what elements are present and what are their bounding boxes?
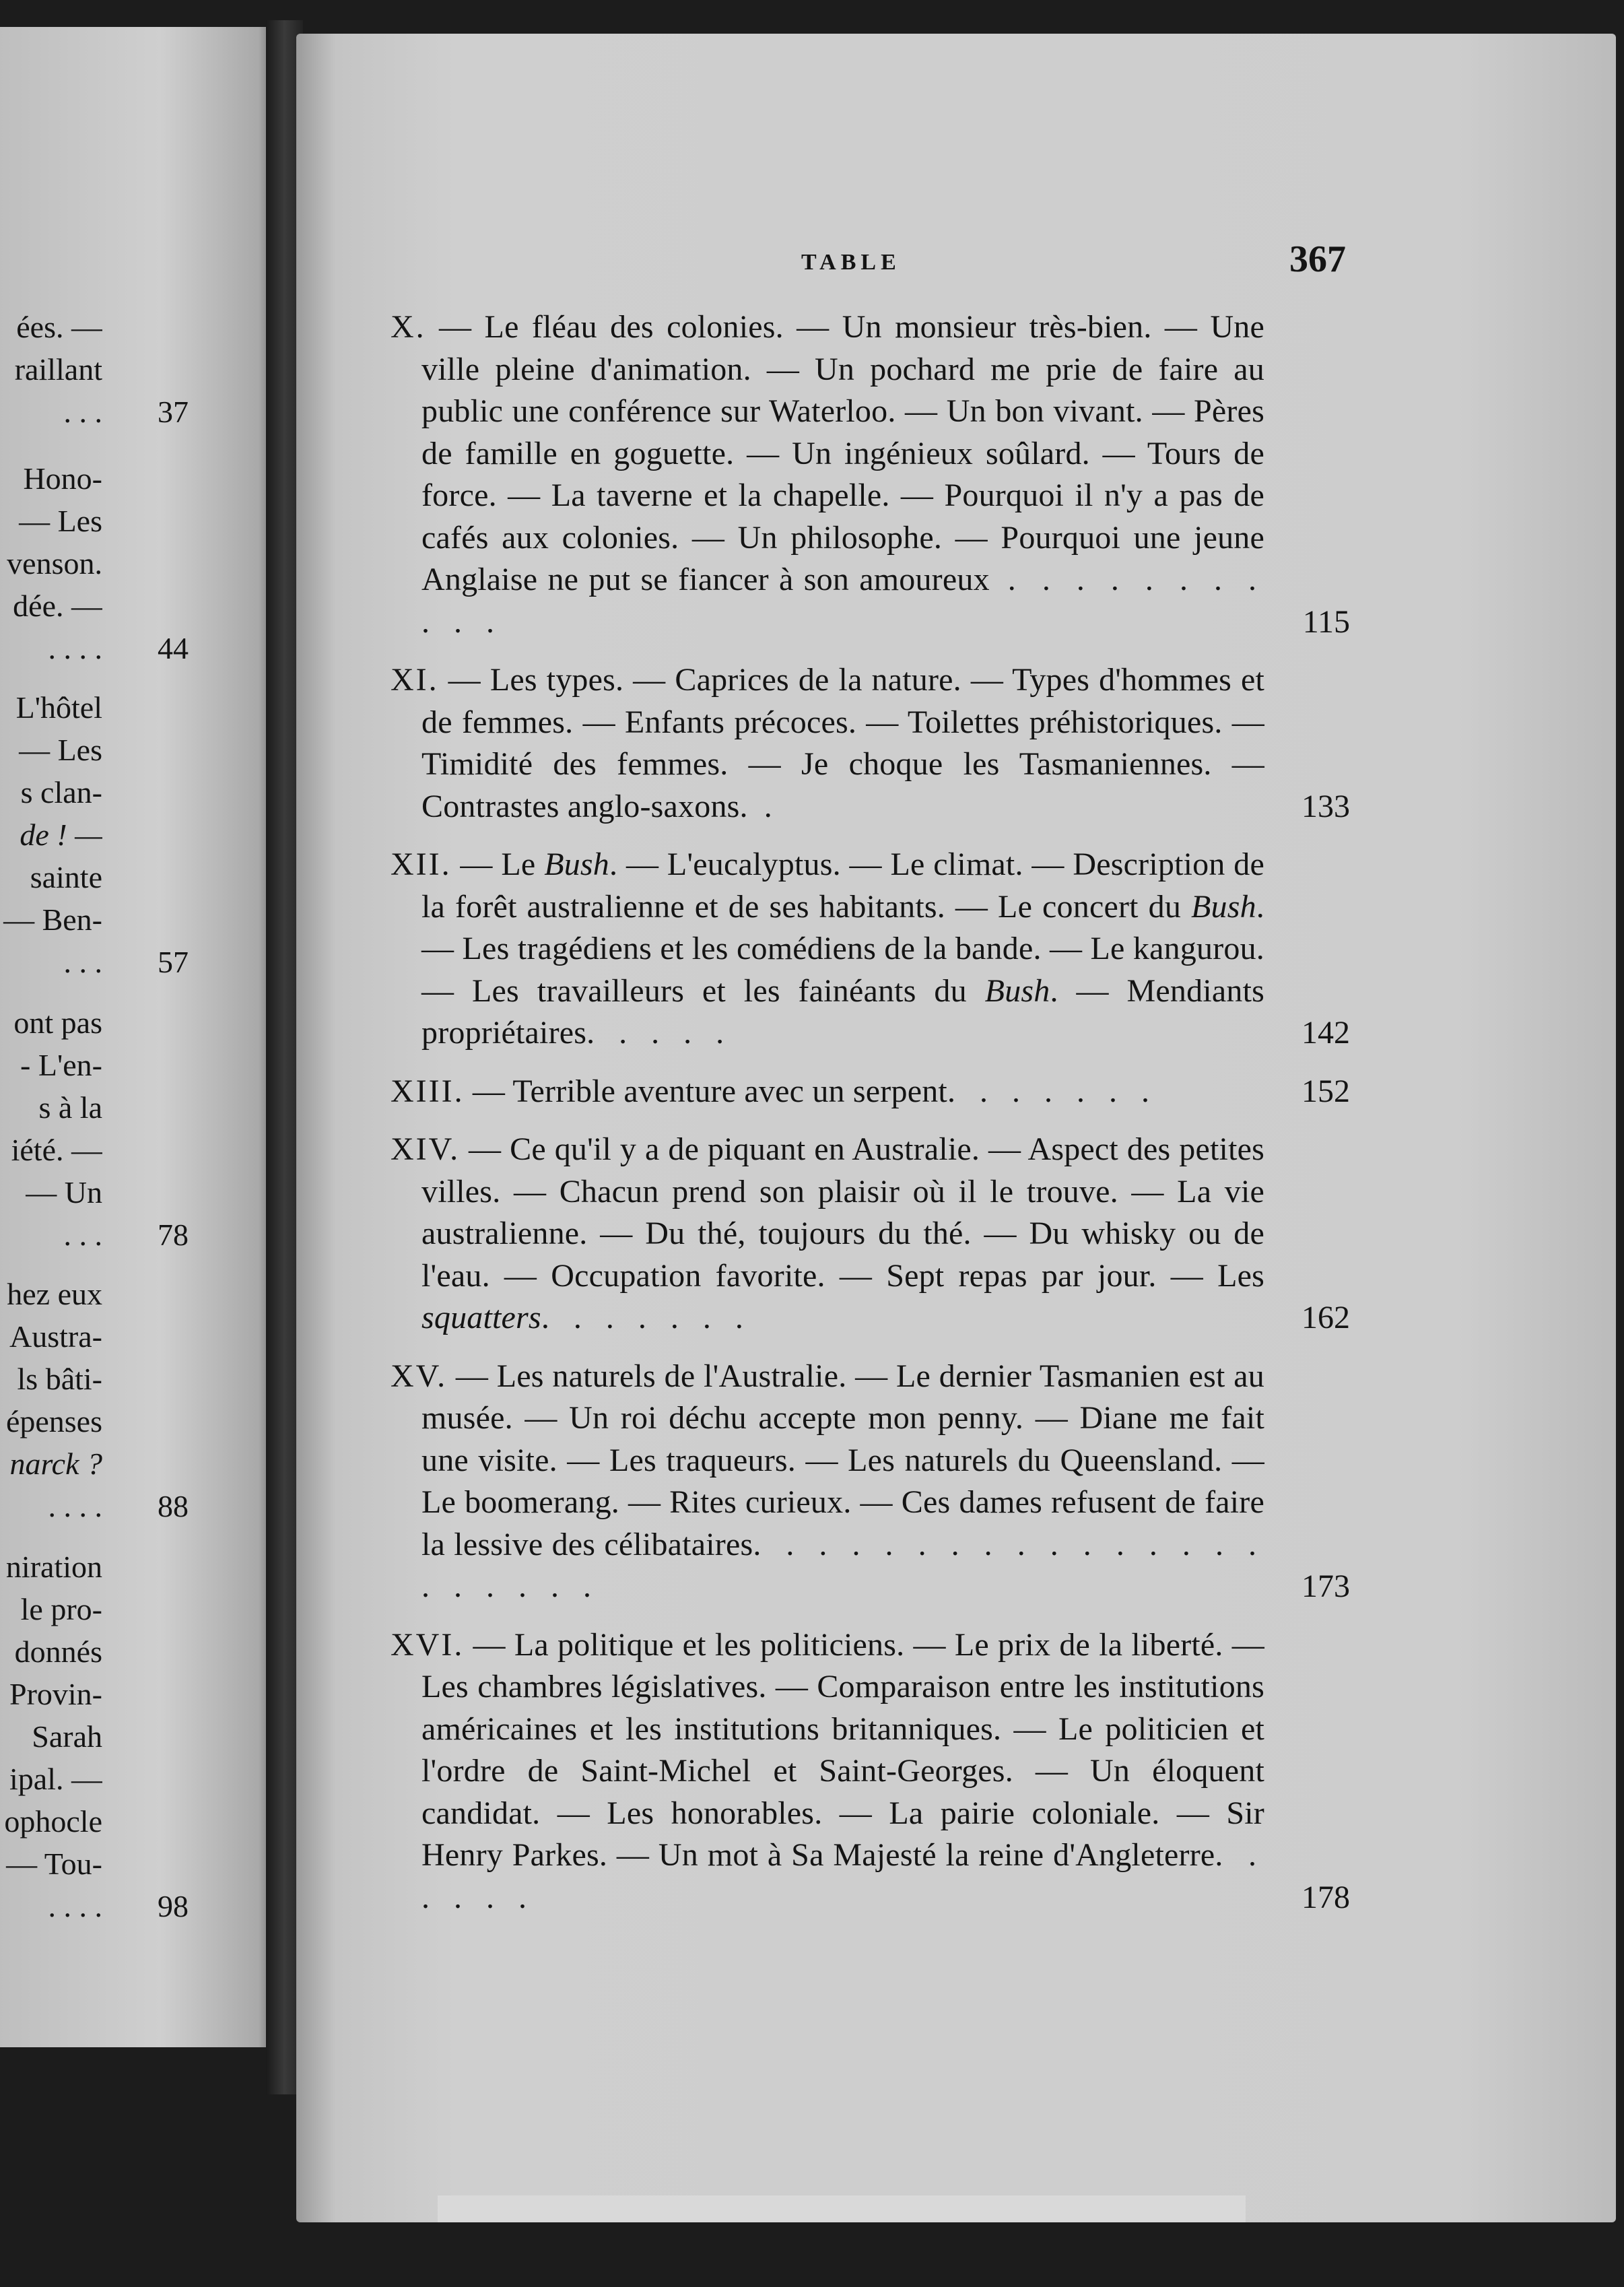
left-page-line: de ! — bbox=[20, 818, 102, 852]
toc-entry bbox=[391, 1129, 1350, 1339]
dot-leader: . . . . . . bbox=[421, 1837, 1264, 1915]
dot-leader: . . . . . . . bbox=[947, 1073, 1157, 1109]
left-page-line: s à la bbox=[38, 1090, 102, 1125]
summary-text: . — Les tragédiens et les comédiens de la bande. — Le kangurou. — Les travailleurs et les fainéants du bbox=[421, 888, 1264, 1009]
left-page-line: épenses bbox=[5, 1404, 102, 1438]
left-page-line: — Les bbox=[19, 504, 102, 538]
dot-leader: . . . . . . . . . . . bbox=[421, 562, 1264, 640]
italic-term: Bush bbox=[1190, 888, 1256, 925]
left-page-number: 44 bbox=[158, 631, 189, 665]
page-edge bbox=[438, 2195, 1246, 2222]
left-page-line: - L'en- bbox=[20, 1048, 102, 1082]
left-page-line: Austra- bbox=[9, 1319, 102, 1354]
summary-text: — Les naturels de l'Australie. — Le dernier Tasmanien est au musée. — Un roi déchu accepte mon penny. — Diane me fait une visite. — Les traqueurs. — Les naturels du Queensland. — Le boomerang. — Rites curieux. — Ces dames refusent de faire la lessive des célibataires bbox=[421, 1358, 1265, 1562]
chapter-numeral: XVI. bbox=[391, 1626, 465, 1663]
entry-page-number: 178 bbox=[1301, 1879, 1350, 1915]
left-page-line: — Les bbox=[19, 733, 102, 767]
chapter-summary bbox=[391, 844, 1264, 1055]
chapter-numeral: XV. bbox=[391, 1358, 448, 1394]
left-page-line: . . . . bbox=[48, 1489, 102, 1523]
toc-entry bbox=[391, 659, 1350, 828]
left-page-line: narck ? bbox=[9, 1447, 102, 1481]
entry-page-number: 152 bbox=[1301, 1073, 1350, 1109]
summary-text: — Terrible aventure avec un serpent bbox=[472, 1073, 947, 1109]
summary-text: . — Mendiants propriétaires bbox=[421, 972, 1264, 1051]
chapter-summary bbox=[391, 306, 1264, 643]
summary-text: — La politique et les politiciens. — Le prix de la liberté. — Les chambres législatives. — Comparaison entre les institutions américaines et les institutions britanniques. — Le politicien et l'ordre de Saint-Michel et Saint-Georges. — Un éloquent candidat. — Les honorables. — La pairie coloniale. — Sir Henry Parkes. — Un mot à Sa Majesté la reine d'Angleterre bbox=[421, 1626, 1264, 1873]
left-page-line: ls bâti- bbox=[17, 1362, 102, 1396]
toc-entry bbox=[391, 1071, 1350, 1113]
left-page-line: ées. — bbox=[16, 310, 102, 344]
chapter-numeral: X. bbox=[391, 309, 426, 345]
left-page-line: ophocle bbox=[4, 1804, 102, 1838]
left-page-line: iété. — bbox=[11, 1133, 102, 1167]
left-page-line: venson. bbox=[7, 546, 102, 581]
left-page-line: L'hôtel bbox=[15, 690, 102, 725]
left-page-line: . . . bbox=[63, 1218, 102, 1252]
left-page-line: — Ben- bbox=[3, 902, 102, 937]
dot-leader: . . . . . . . bbox=[541, 1300, 751, 1335]
left-page-line: ont pas bbox=[13, 1005, 102, 1040]
italic-term: Bush bbox=[544, 847, 609, 882]
left-page-line: . . . bbox=[63, 945, 102, 979]
left-page-line: . . . bbox=[63, 395, 102, 429]
left-page-number: 78 bbox=[158, 1218, 189, 1252]
italic-term: Bush bbox=[984, 972, 1050, 1009]
chapter-numeral: XII. bbox=[391, 847, 452, 882]
left-page-number: 98 bbox=[158, 1889, 189, 1923]
entry-page-number: 162 bbox=[1301, 1300, 1350, 1335]
left-page-line: . . . . bbox=[48, 631, 102, 665]
left-page-line: dée. — bbox=[13, 589, 102, 623]
dot-leader: . . . . . . . . . . . . . . . . . . . . . . bbox=[421, 1526, 1265, 1604]
italic-term: squatters bbox=[421, 1300, 541, 1335]
toc-entry bbox=[391, 844, 1350, 1055]
left-page-line: le pro- bbox=[20, 1592, 102, 1626]
left-page-line: . . . . bbox=[48, 1889, 102, 1923]
left-page-number: 88 bbox=[158, 1489, 189, 1523]
left-page-line: raillant bbox=[14, 352, 102, 387]
left-page-number: 57 bbox=[158, 945, 189, 979]
left-page-line: Hono- bbox=[23, 461, 102, 496]
left-page-line: Sarah bbox=[32, 1719, 102, 1754]
left-page-line: s clan- bbox=[20, 775, 102, 809]
dot-leader: . bbox=[747, 788, 780, 824]
page-number: 367 bbox=[1289, 238, 1346, 280]
toc-entry bbox=[391, 306, 1350, 643]
summary-text: — Le bbox=[460, 847, 545, 882]
left-page-line: Provin- bbox=[9, 1677, 102, 1711]
table-of-contents bbox=[391, 306, 1350, 1935]
chapter-numeral: XIV. bbox=[391, 1131, 461, 1167]
summary-text: — Ce qu'il y a de piquant en Australie. — Aspect des petites villes. — Chacun prend son plaisir où il le trouve. — La vie australienne. — Du thé, toujours du thé. — Du whisky ou de l'eau. — Occupation favorite. — Sept repas par jour. — Les bbox=[421, 1131, 1265, 1294]
left-page-line: — Tou- bbox=[6, 1847, 102, 1881]
summary-text: — Le fléau des colonies. — Un monsieur très-bien. — Une ville pleine d'animation. — Un pochard me prie de faire au public une conférence sur Waterloo. — Un bon vivant. — Pères de famille en goguette. — Un ingénieux soûlard. — Tours de force. — La taverne et la chapelle. — Pourquoi il n'y a pas de cafés aux colonies. — Un philosophe. — Pourquoi une jeune Anglaise ne put se fiancer à son amoureux bbox=[421, 309, 1265, 597]
summary-text: . — L'eucalyptus. — Le climat. — Description de la forêt australienne et de ses habitants. — Le concert du bbox=[421, 847, 1265, 925]
left-page-line: niration bbox=[5, 1550, 102, 1584]
chapter-numeral: XI. bbox=[391, 662, 439, 698]
chapter-summary bbox=[391, 1624, 1264, 1919]
chapter-summary bbox=[391, 1071, 1264, 1113]
left-page-line: donnés bbox=[14, 1634, 102, 1669]
running-head: TABLE bbox=[801, 250, 901, 275]
entry-page-number: 115 bbox=[1302, 603, 1350, 640]
chapter-summary bbox=[391, 1356, 1264, 1608]
left-page-line: sainte bbox=[30, 860, 102, 894]
chapter-summary bbox=[391, 1129, 1264, 1339]
left-page-line: — Un bbox=[26, 1175, 102, 1209]
entry-page-number: 142 bbox=[1301, 1015, 1350, 1051]
left-page-line: hez eux bbox=[7, 1277, 102, 1311]
left-page-number: 37 bbox=[158, 395, 189, 429]
summary-text: — Les types. — Caprices de la nature. — Types d'hommes et de femmes. — Enfants précoces. — Toilettes préhistoriques. — Timidité des femmes. — Je choque les Tasmaniennes. — Contrastes anglo-saxons. bbox=[421, 662, 1264, 824]
toc-entry bbox=[391, 1356, 1350, 1608]
dot-leader: . . . . . bbox=[586, 1015, 733, 1051]
toc-entry bbox=[391, 1624, 1350, 1919]
entry-page-number: 173 bbox=[1301, 1568, 1350, 1604]
chapter-summary bbox=[391, 659, 1264, 828]
left-page-line: ipal. — bbox=[9, 1762, 102, 1796]
chapter-numeral: XIII. bbox=[391, 1073, 465, 1109]
entry-page-number: 133 bbox=[1301, 788, 1350, 824]
